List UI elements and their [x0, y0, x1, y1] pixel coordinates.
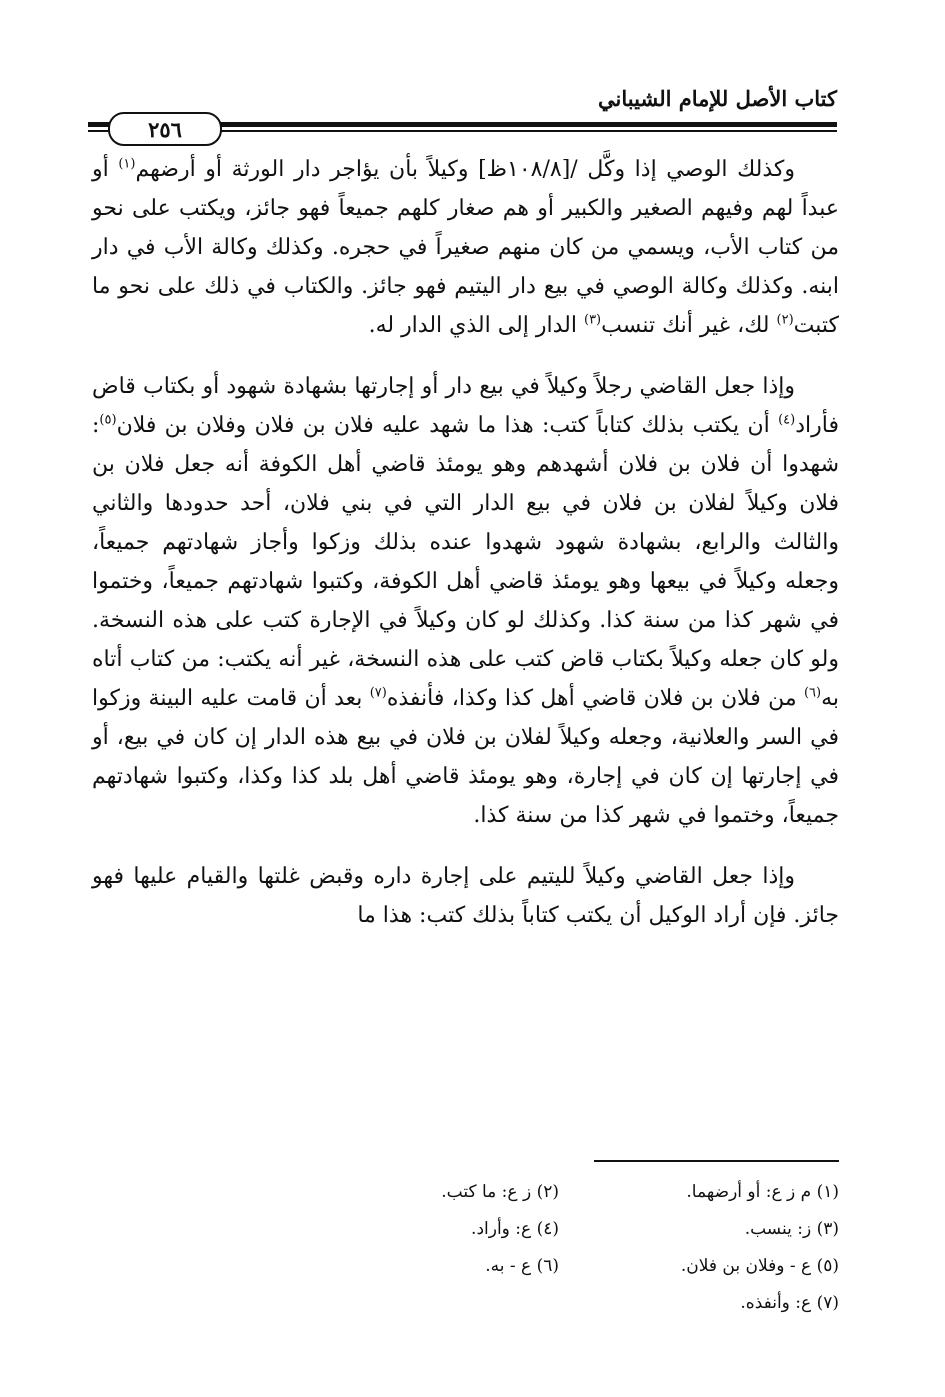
footnote-separator	[594, 1160, 839, 1162]
running-header-title: كتاب الأصل للإمام الشيباني	[598, 86, 837, 111]
footnote-number: (١)	[816, 1182, 839, 1202]
footnote-number: (٤)	[536, 1219, 559, 1239]
footnote-item	[279, 1176, 559, 1209]
page-number: ٢٥٦	[148, 116, 182, 142]
text-segment: وكذلك الوصي إذا وكَّل /[١٠٨/٨ظ] وكيلاً بأن يؤاجر دار الورثة أو أرضهم	[135, 157, 795, 182]
footnote-item	[279, 1250, 559, 1283]
footnote-text: ز: ينسب.	[744, 1219, 812, 1239]
footnote-marker: (٦)	[803, 685, 822, 701]
text-segment: أو عبداً لهم وفيهم الصغير والكبير أو هم صغار كلهم جميعاً فهو جائز، ويكتب على نحو من كتاب الأب، ويسمي من كان منهم صغيراً في حجره. وكذلك وكالة الأب في دار ابنه. وكذلك وكالة الوصي في بيع دار اليتيم فهو جائز. والكتاب في ذلك على نحو ما كتبت	[92, 157, 839, 338]
text-segment: من فلان بن فلان قاضي أهل كذا وكذا، فأنفذه	[386, 686, 804, 711]
footnote-text: ع - به.	[485, 1256, 532, 1276]
footnote-item	[559, 1176, 839, 1209]
footnote-marker: (٤)	[778, 412, 796, 428]
footnote-item	[559, 1250, 839, 1283]
footnote-number: (٢)	[536, 1182, 559, 1202]
paragraph	[92, 857, 839, 935]
footnote-text: ع: وأنفذه.	[740, 1293, 812, 1313]
footnote-number: (٣)	[816, 1219, 839, 1239]
footnote-number: (٧)	[816, 1293, 839, 1313]
paragraph	[92, 150, 839, 345]
footnotes	[279, 1176, 839, 1320]
text-segment: الدار إلى الذي الدار له.	[368, 313, 584, 338]
text-segment: : شهدوا أن فلان بن فلان أشهدهم وهو يومئذ قاضي أهل الكوفة أنه جعل فلان بن فلان وكيلاً لفلان بن فلان في بيع الدار التي في بني فلان، أحد حدودها والثاني والثالث والرابع، بشهادة شهود شهدوا عنده بذلك وزكوا وأجاز شهادتهم جميعاً، وجعله وكيلاً في بيعها وهو يومئذ قاضي أهل الكوفة، وكتبوا شهادتهم جميعاً، وختموا في شهر كذا من سنة كذا. وكذلك لو كان وكيلاً في الإجارة كتب على هذه النسخة. ولو كان جعله وكيلاً بكتاب قاض كتب على هذه النسخة، غير أنه يكتب: من كتاب أتاه به	[92, 413, 840, 711]
footnote-number: (٦)	[536, 1256, 559, 1276]
footnote-item	[279, 1213, 559, 1246]
footnote-marker: (١)	[118, 156, 136, 172]
page-number-badge	[108, 112, 222, 146]
main-text	[92, 150, 839, 935]
footnote-marker: (٣)	[583, 312, 602, 328]
text-segment: وإذا جعل القاضي رجلاً وكيلاً في بيع دار أو إجارتها بشهادة شهود أو بكتاب قاض فأراد	[92, 374, 839, 438]
footnote-marker: (٥)	[99, 412, 117, 428]
footnote-marker: (٧)	[369, 685, 387, 701]
text-segment: لك، غير أنك تنسب	[601, 313, 777, 338]
text-segment: بعد أن قامت عليه البينة وزكوا في السر والعلانية، وجعله وكيلاً لفلان بن فلان في بيع هذه الدار إن كان في بيع، أو في إجارتها إن كان في إجارة، وهو يومئذ قاضي أهل بلد كذا وكذا، وكتبوا شهادتهم جميعاً، وختموا في شهر كذا من سنة كذا.	[92, 686, 839, 828]
footnote-text: ع - وفلان بن فلان.	[680, 1256, 812, 1276]
footnote-marker: (٢)	[776, 312, 794, 328]
paragraph	[92, 367, 839, 835]
footnote-text: ز ع: ما كتب.	[441, 1182, 532, 1202]
footnote-item	[559, 1287, 839, 1320]
footnote-item	[559, 1213, 839, 1246]
footnote-number: (٥)	[816, 1256, 839, 1276]
text-segment: أن يكتب بذلك كتاباً كتب: هذا ما شهد عليه فلان بن فلان وفلان بن فلان	[116, 413, 779, 438]
footnote-text: ع: وأراد.	[471, 1219, 532, 1239]
footnote-text: م ز ع: أو أرضهما.	[686, 1182, 812, 1202]
text-segment: وإذا جعل القاضي وكيلاً لليتيم على إجارة داره وقبض غلتها والقيام عليها فهو جائز. فإن أراد الوكيل أن يكتب كتاباً بذلك كتب: هذا ما	[92, 864, 839, 928]
